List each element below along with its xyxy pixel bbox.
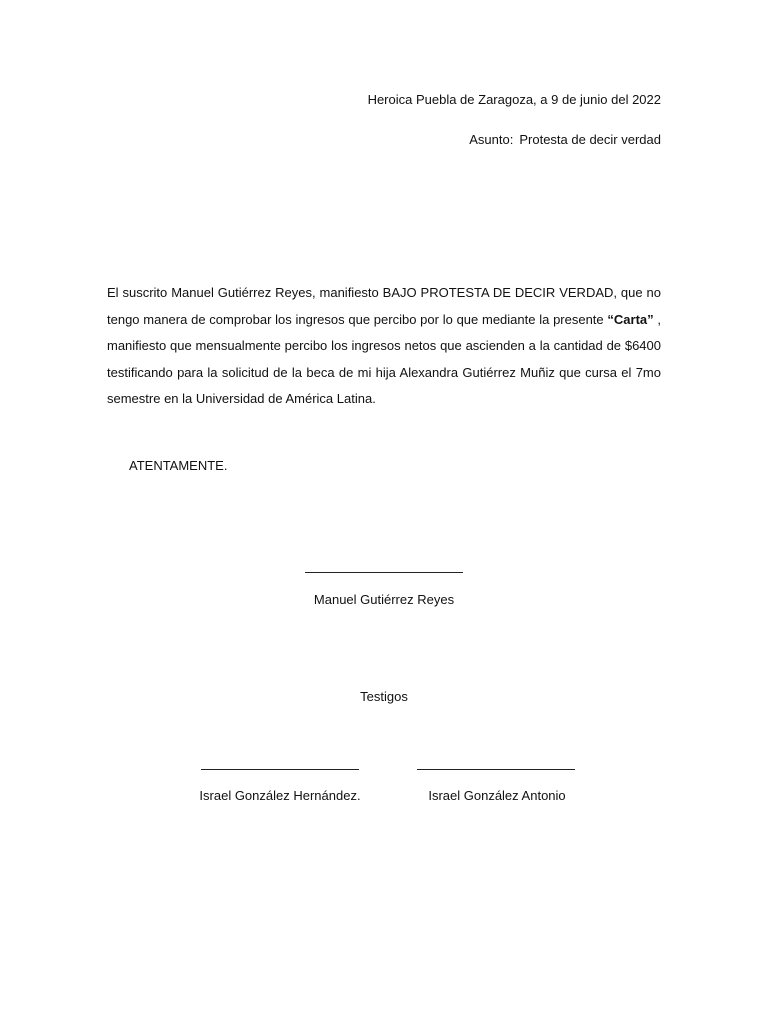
witnesses-heading: Testigos — [360, 689, 408, 704]
closing-salutation: ATENTAMENTE. — [129, 458, 228, 473]
letter-body — [107, 280, 661, 413]
subject-label: Asunto: — [469, 132, 514, 147]
signature-line — [305, 572, 463, 573]
place-and-date: Heroica Puebla de Zaragoza, a 9 de junio del 2022 — [367, 92, 661, 107]
witness-1-name: Israel González Hernández. — [199, 788, 361, 803]
body-part-1: El suscrito Manuel Gutiérrez Reyes, manifiesto BAJO PROTESTA DE DECIR VERDAD, que no tengo manera de comprobar los ingresos que percibo por lo que mediante la presente — [107, 285, 661, 327]
subject-value: Protesta de decir verdad — [519, 132, 661, 147]
witness-1-signature-line — [201, 769, 359, 770]
signatory-name: Manuel Gutiérrez Reyes — [313, 592, 455, 607]
subject-line — [469, 132, 661, 147]
witness-2-name: Israel González Antonio — [428, 788, 566, 803]
witness-2-signature-line — [417, 769, 575, 770]
body-part-2: , manifiesto que mensualmente percibo los ingresos netos que ascienden a la cantidad de $6400 testificando para la solicitud de la beca de mi hija Alexandra Gutiérrez Muñiz que cursa el 7mo semestre en la Universidad de América Latina. — [107, 311, 661, 406]
carta-emphasis: “Carta” — [607, 311, 654, 327]
